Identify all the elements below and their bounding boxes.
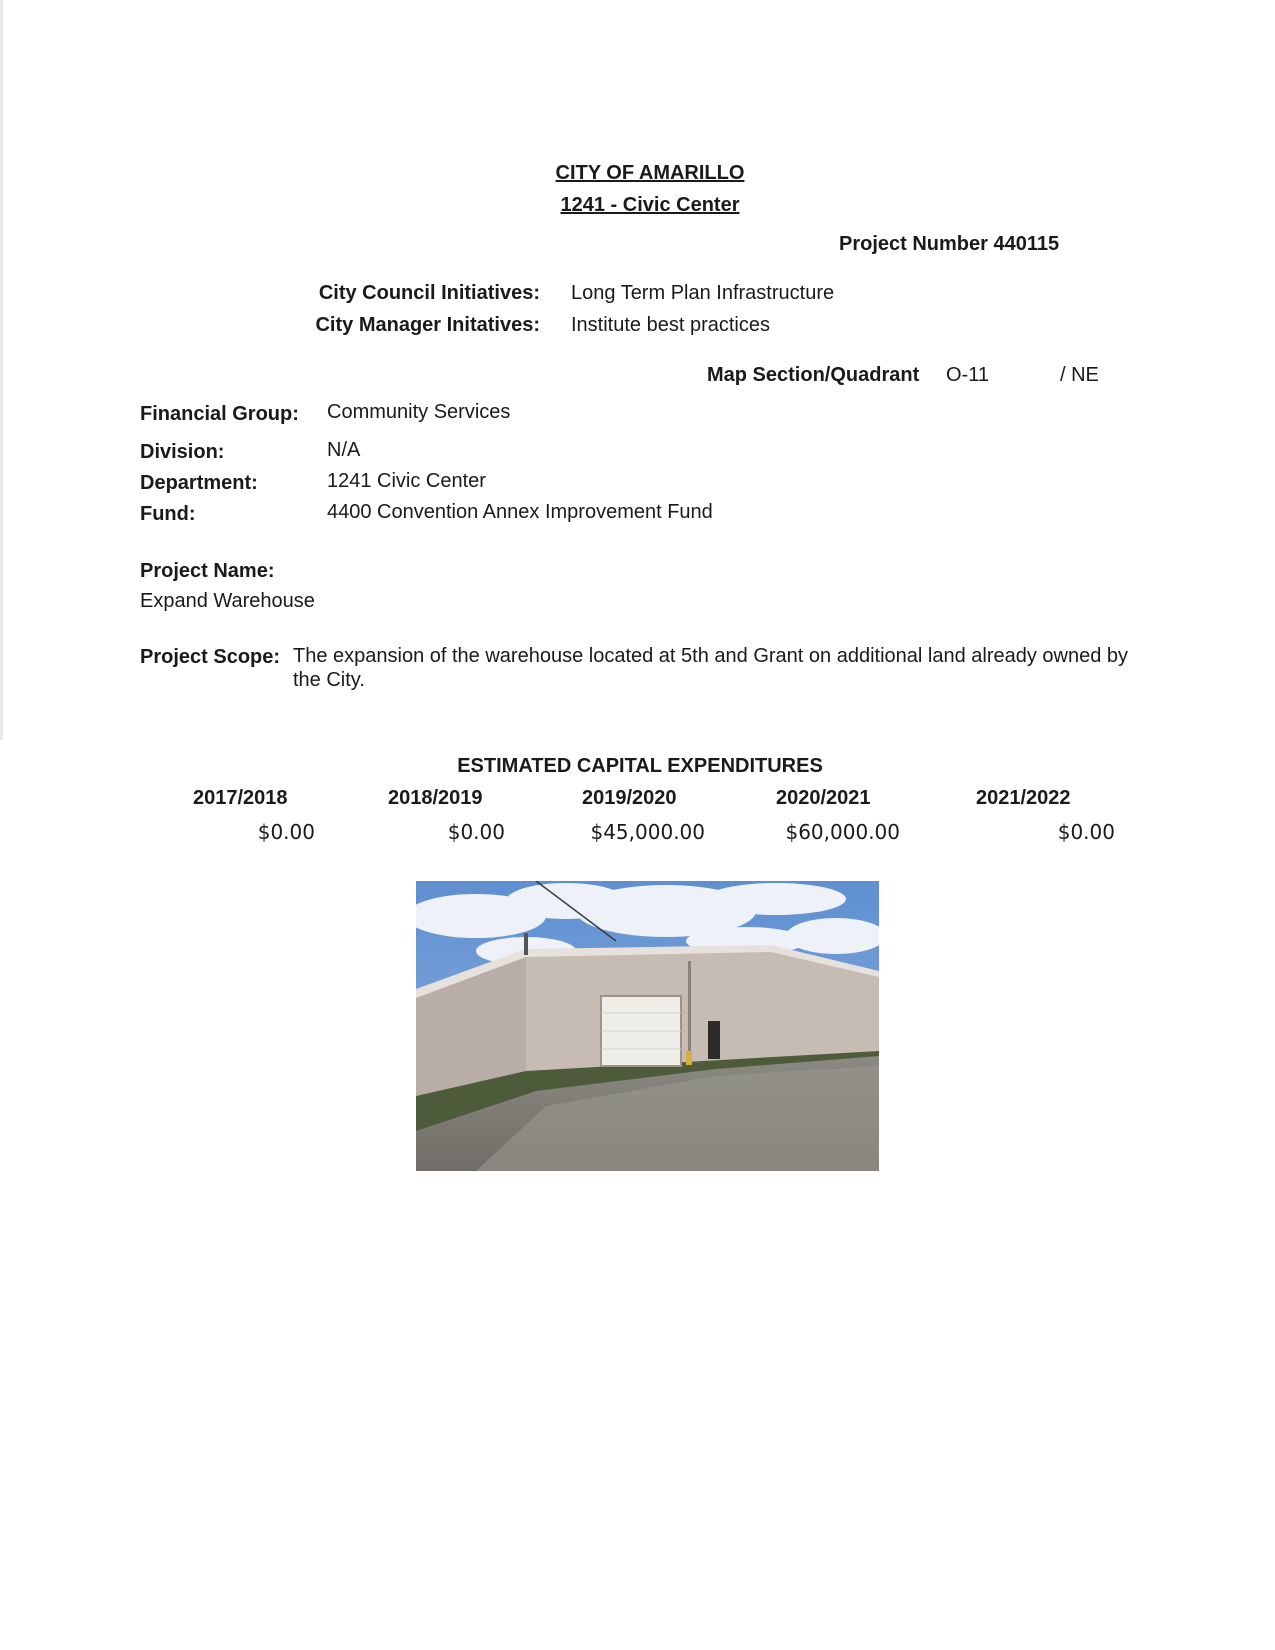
project-number <box>839 233 1059 256</box>
project-scope-label: Project Scope: <box>140 646 281 668</box>
council-initiatives-value: Long Term Plan Infrastructure <box>571 282 835 304</box>
manager-initiatives-value: Institute best practices <box>571 314 770 336</box>
vent-pipe <box>524 933 528 955</box>
year-2020-2021: 2020/2021 <box>776 787 871 809</box>
map-quadrant-value: / NE <box>1060 364 1099 386</box>
project-number-label: Project Number <box>839 233 988 255</box>
amount-2017-2018: $0.00 <box>257 820 315 844</box>
year-2021-2022: 2021/2022 <box>976 787 1071 809</box>
fund-label: Fund: <box>140 503 196 525</box>
manager-initiatives-label: City Manager Initatives: <box>315 314 540 336</box>
fund-value: 4400 Convention Annex Improvement Fund <box>327 501 713 523</box>
expenditures-title: ESTIMATED CAPITAL EXPENDITURES <box>457 755 823 777</box>
amount-2021-2022: $0.00 <box>1057 820 1115 844</box>
division-label: Division: <box>140 441 225 463</box>
bollard <box>686 1051 692 1065</box>
year-2018-2019: 2018/2019 <box>388 787 483 809</box>
division-value: N/A <box>327 439 361 461</box>
council-initiatives-label: City Council Initiatives: <box>318 282 540 304</box>
amount-2018-2019: $0.00 <box>447 820 505 844</box>
department-label: Department: <box>140 472 258 494</box>
amount-2019-2020: $45,000.00 <box>590 820 705 844</box>
project-name-label: Project Name: <box>140 560 275 582</box>
project-number-value: 440115 <box>993 233 1060 255</box>
trash-bin <box>708 1021 720 1059</box>
year-2019-2020: 2019/2020 <box>582 787 677 809</box>
map-section-value: O-11 <box>946 364 989 386</box>
page-subtitle: 1241 - Civic Center <box>560 194 740 216</box>
scan-edge <box>0 0 3 740</box>
map-section-label: Map Section/Quadrant <box>707 364 920 386</box>
project-scope-value: The expansion of the warehouse located at 5th and Grant on additional land already owned by the City. <box>293 645 1129 691</box>
warehouse-photo-svg <box>416 881 879 1171</box>
warehouse-photo <box>416 881 879 1171</box>
amount-2020-2021: $60,000.00 <box>785 820 900 844</box>
org-title: CITY OF AMARILLO <box>555 162 745 184</box>
financial-group-value: Community Services <box>327 401 511 423</box>
year-2017-2018: 2017/2018 <box>193 787 288 809</box>
financial-group-label: Financial Group: <box>140 403 299 425</box>
drain-pipe <box>688 961 691 1056</box>
department-value: 1241 Civic Center <box>327 470 486 492</box>
warehouse-wall-front <box>526 951 879 1071</box>
project-name-value: Expand Warehouse <box>140 590 315 612</box>
